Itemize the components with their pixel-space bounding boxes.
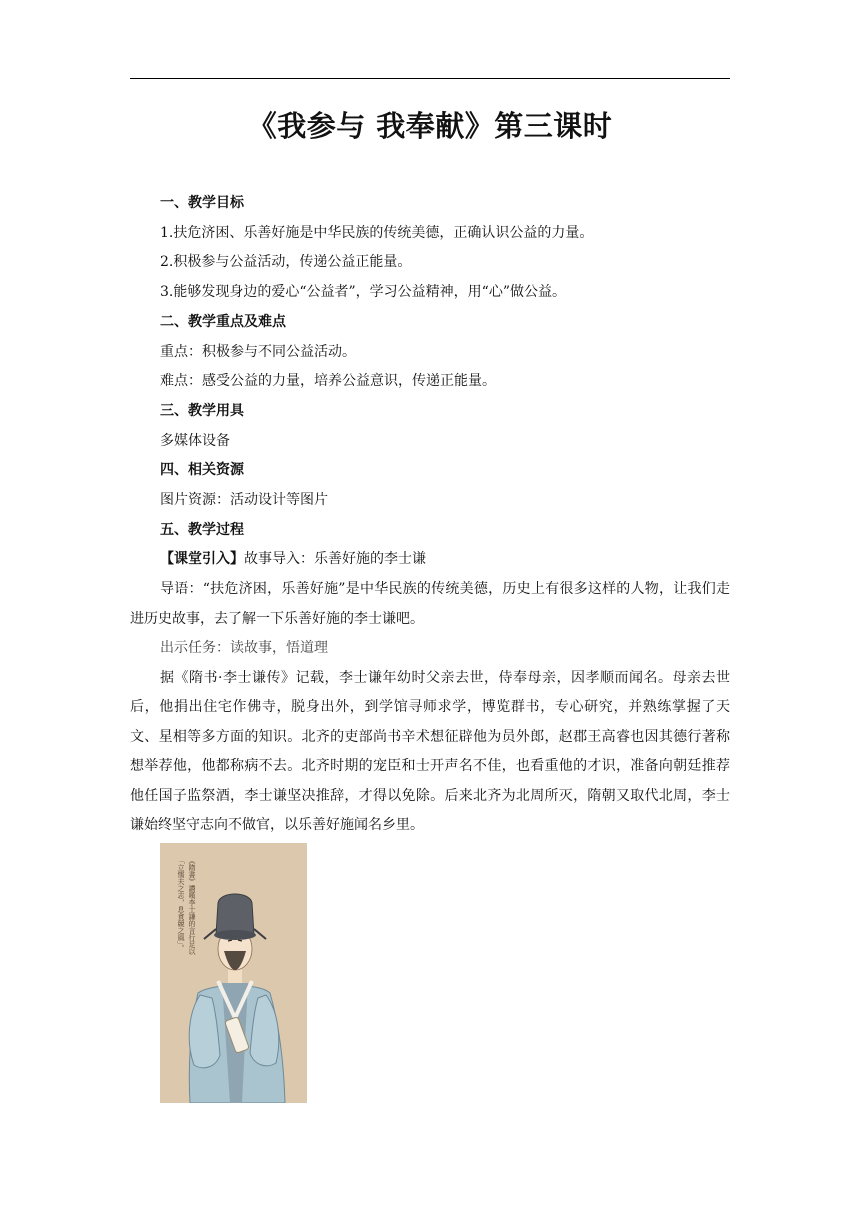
document-body — [130, 189, 730, 841]
section-heading: 五、教学过程 — [160, 521, 244, 538]
story-paragraph: 据《隋书·李士谦传》记载，李士谦年幼时父亲去世，侍奉母亲，因孝顺而闻名。母亲去世后，他捐出住宅作佛寺，脱身出外，到学馆寻师求学，博览群书，专心研究，并熟练掌握了天文、星相等多方面的知识。北齐的吏部尚书辛术想征辟他为员外郎，赵郡王高睿也因其德行著称想举荐他，他都称病不去。北齐时期的宠臣和士开声名不佳，也看重他的才识，准备向朝廷推荐他任国子监祭酒，李士谦坚决推辞，才得以免除。后来北齐为北周所灭，隋朝又取代北周，李士谦始终坚守志向不做官，以乐善好施闻名乡里。 — [130, 669, 730, 834]
header-rule — [130, 78, 730, 79]
intro-label: 【课堂引入】 — [160, 551, 244, 568]
page-title: 《我参与 我奉献》第三课时 — [247, 109, 613, 143]
list-item: 3.能够发现身边的爱心“公益者”，学习公益精神，用“心”做公益。 — [160, 284, 566, 301]
intro-text: 故事导入：乐善好施的李士谦 — [244, 551, 426, 568]
guide-paragraph: 导语：“扶危济困，乐善好施”是中华民族的传统美德，历史上有很多这样的人物，让我们走进历史故事，去了解一下乐善好施的李士谦吧。 — [130, 581, 730, 627]
list-item: 1.扶危济困、乐善好施是中华民族的传统美德，正确认识公益的力量。 — [160, 224, 594, 241]
section-heading: 一、教学目标 — [160, 195, 244, 211]
list-item: 难点：感受公益的力量，培养公益意识，传递正能量。 — [160, 373, 496, 390]
portrait-image — [160, 843, 307, 1103]
intro-line — [130, 545, 730, 575]
section-heading: 四、相关资源 — [160, 462, 244, 479]
portrait-caption-1: 《隋書》讚嘆李士謙的言行足以 — [188, 857, 196, 955]
list-item: 图片资源：活动设计等图片 — [160, 492, 328, 509]
task-line: 出示任务：读故事，悟道理 — [160, 640, 328, 657]
portrait-illustration — [160, 843, 307, 1103]
list-item: 多媒体设备 — [160, 432, 230, 449]
portrait-caption-2: 「立懦夫之志，息貪競之風」。 — [177, 857, 185, 952]
list-item: 重点：积极参与不同公益活动。 — [160, 343, 356, 360]
section-heading: 三、教学用具 — [160, 402, 244, 419]
list-item: 2.积极参与公益活动，传递公益正能量。 — [160, 254, 412, 271]
section-heading: 二、教学重点及难点 — [160, 313, 286, 330]
